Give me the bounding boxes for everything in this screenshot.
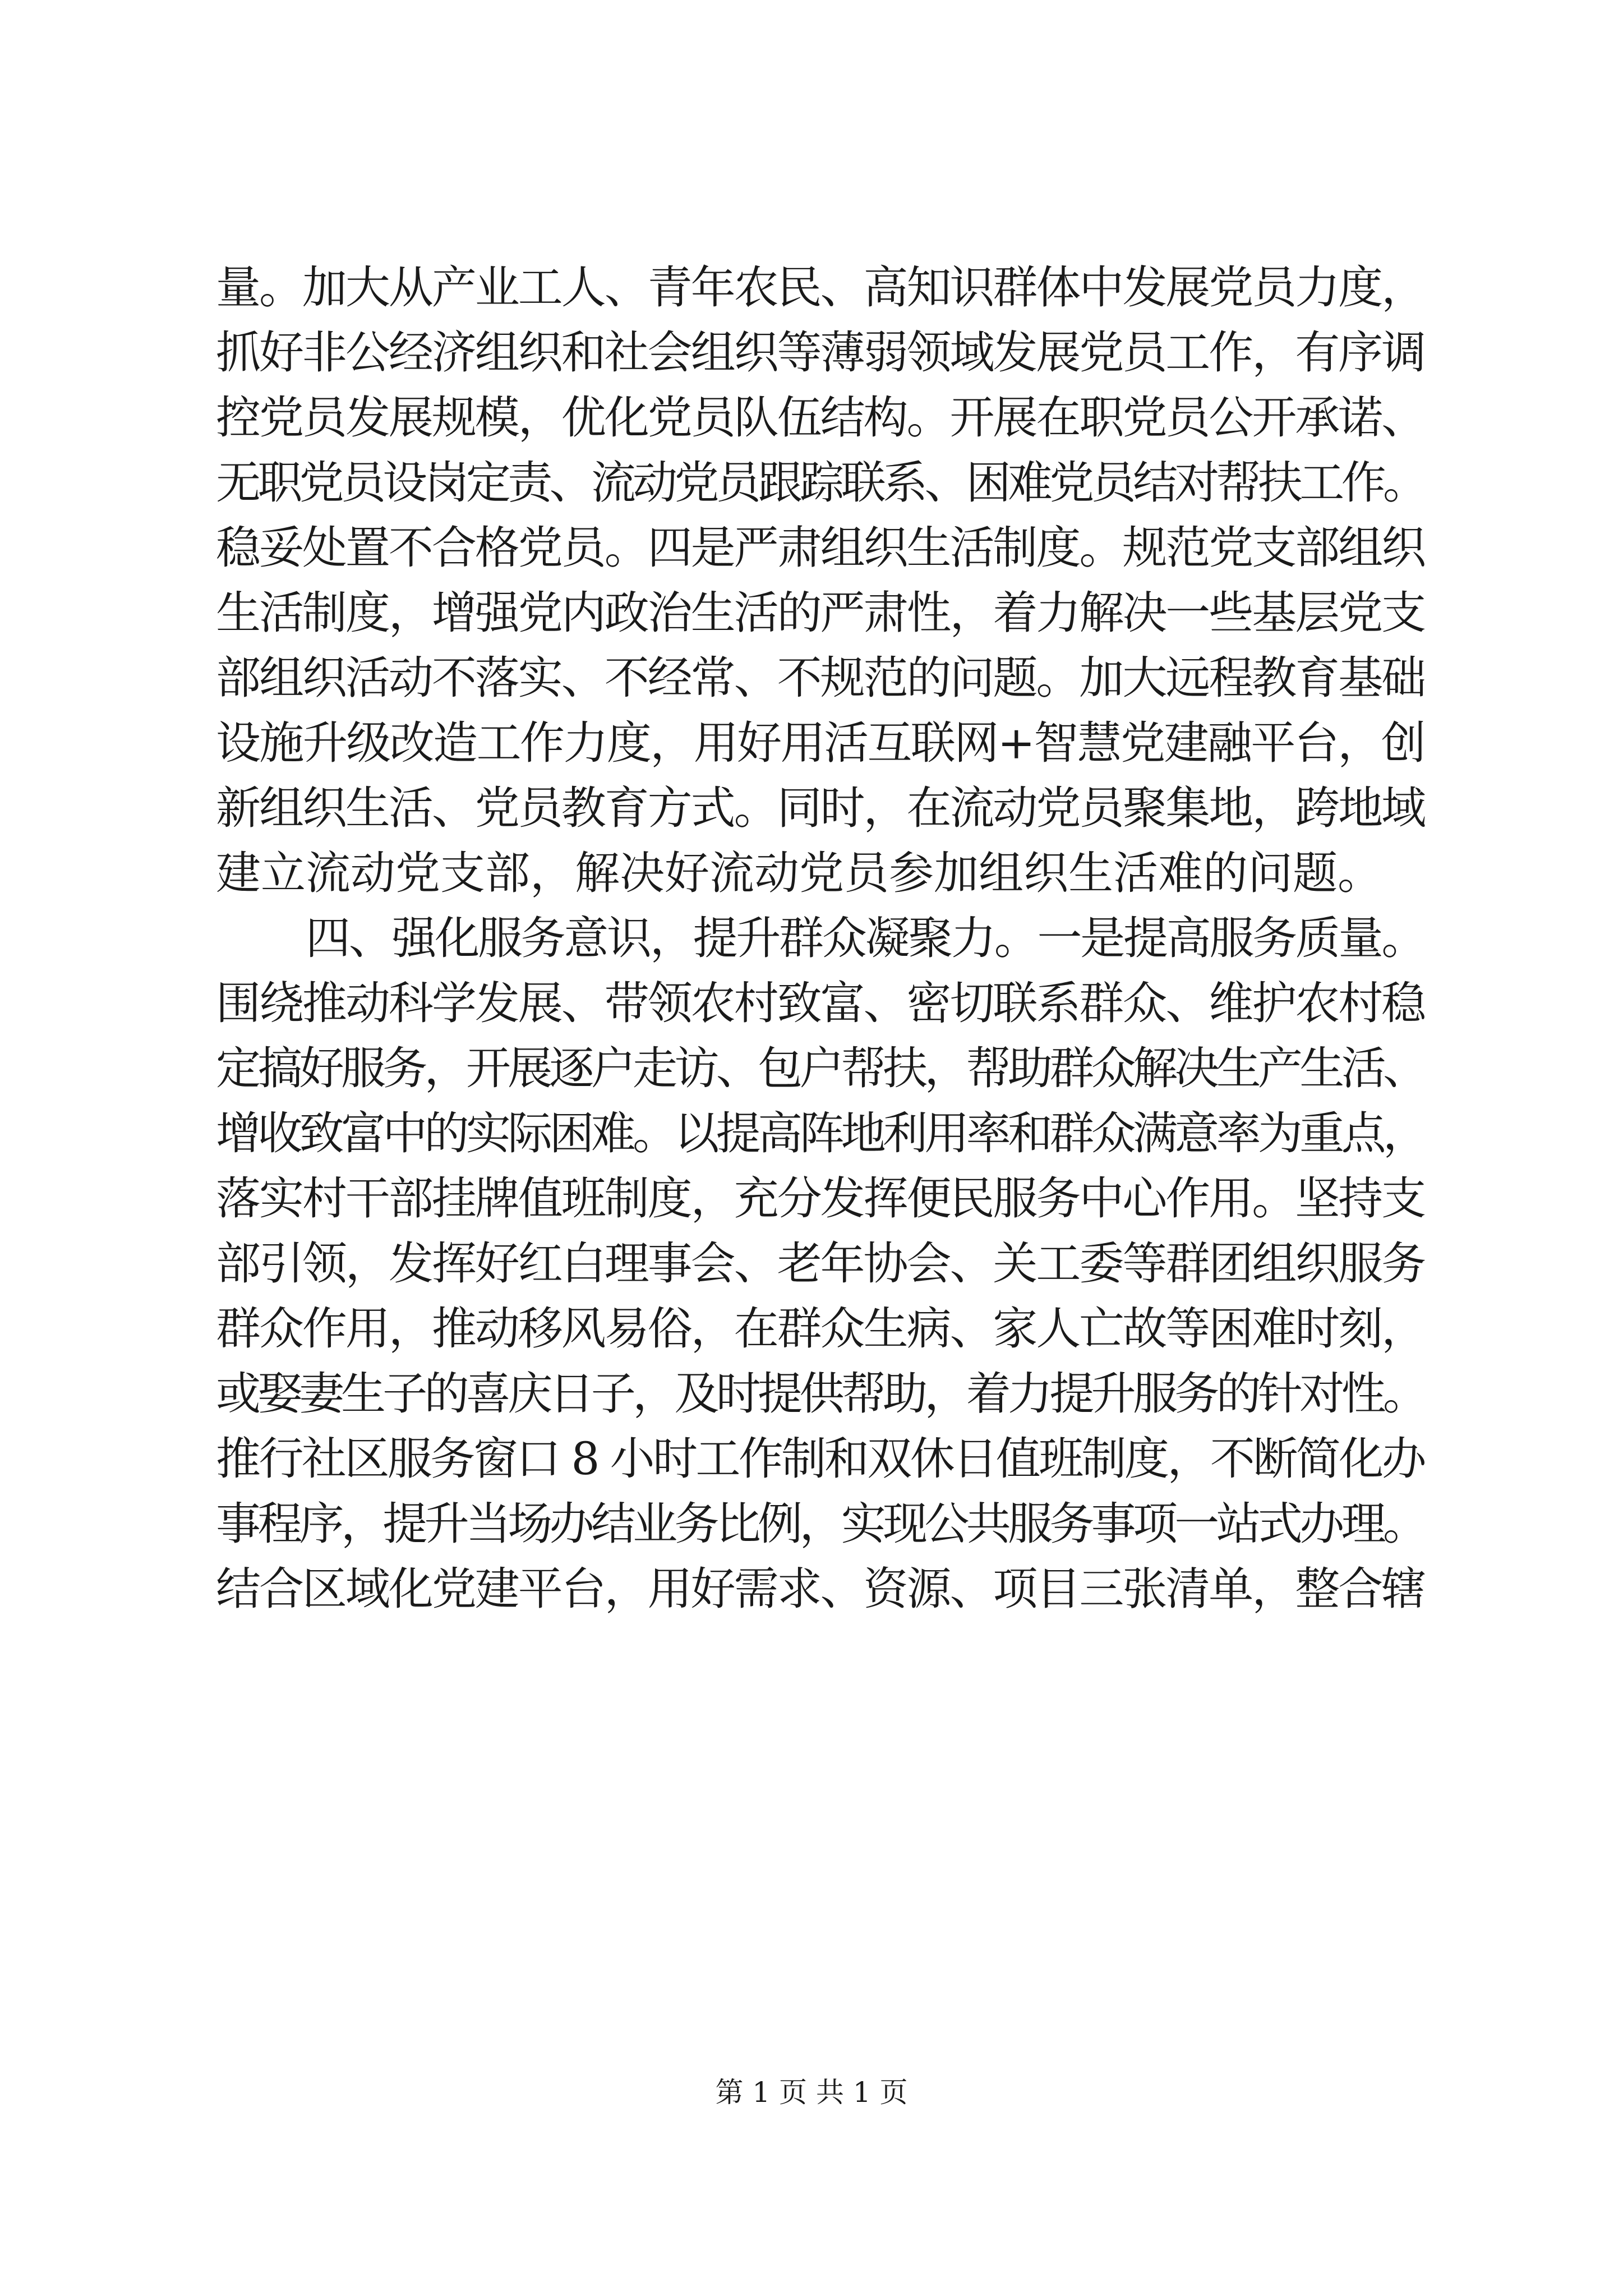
- text-line: 结合区域化党建平台，用好需求、资源、项目三张清单，整合辖: [216, 1563, 1424, 1615]
- text-line: 抓好非公经济组织和社会组织等薄弱领域发展党员工作，有序调: [216, 326, 1424, 379]
- text-line: 围绕推动科学发展、带领农村致富、密切联系群众、维护农村稳: [216, 977, 1424, 1029]
- paragraph-1: [216, 255, 1424, 906]
- text-line: 群众作用，推动移风易俗，在群众生病、家人亡故等困难时刻，: [216, 1303, 1424, 1355]
- text-line: 推行社区服务窗口 8 小时工作制和双休日值班制度，不断简化办: [216, 1433, 1424, 1485]
- text-line: 事程序，提升当场办结业务比例，实现公共服务事项一站式办理。: [216, 1498, 1424, 1550]
- text-line: 生活制度，增强党内政治生活的严肃性，着力解决一些基层党支: [216, 587, 1424, 639]
- text-line: 定搞好服务，开展逐户走访、包户帮扶，帮助群众解决生产生活、: [216, 1042, 1424, 1094]
- text-line: 增收致富中的实际困难。以提高阵地利用率和群众满意率为重点，: [216, 1107, 1424, 1159]
- text-line: 或娶妻生子的喜庆日子，及时提供帮助，着力提升服务的针对性。: [216, 1368, 1424, 1420]
- text-line: 控党员发展规模，优化党员队伍结构。开展在职党员公开承诺、: [216, 392, 1424, 444]
- text-line: 无职党员设岗定责、流动党员跟踪联系、困难党员结对帮扶工作。: [216, 457, 1424, 509]
- text-line: 新组织生活、党员教育方式。同时，在流动党员聚集地，跨地域: [216, 782, 1424, 834]
- text-line: 部组织活动不落实、不经常、不规范的问题。加大远程教育基础: [216, 652, 1424, 704]
- text-line: 量。加大从产业工人、青年农民、高知识群体中发展党员力度，: [216, 261, 1424, 314]
- text-line: 落实村干部挂牌值班制度，充分发挥便民服务中心作用。坚持支: [216, 1172, 1424, 1225]
- text-line: 设施升级改造工作力度，用好用活互联网+智慧党建融平台，创: [216, 717, 1424, 769]
- document-body: [216, 255, 1424, 1622]
- text-line: 四、强化服务意识，提升群众凝聚力。一是提高服务质量。: [306, 912, 1424, 964]
- page-footer: 第 1 页 共 1 页: [715, 2076, 908, 2109]
- text-line: 稳妥处置不合格党员。四是严肃组织生活制度。规范党支部组织: [216, 522, 1424, 574]
- paragraph-2: [216, 906, 1424, 1622]
- text-line: 建立流动党支部，解决好流动党员参加组织生活难的问题。: [216, 847, 1382, 899]
- text-line: 部引领，发挥好红白理事会、老年协会、关工委等群团组织服务: [216, 1237, 1424, 1290]
